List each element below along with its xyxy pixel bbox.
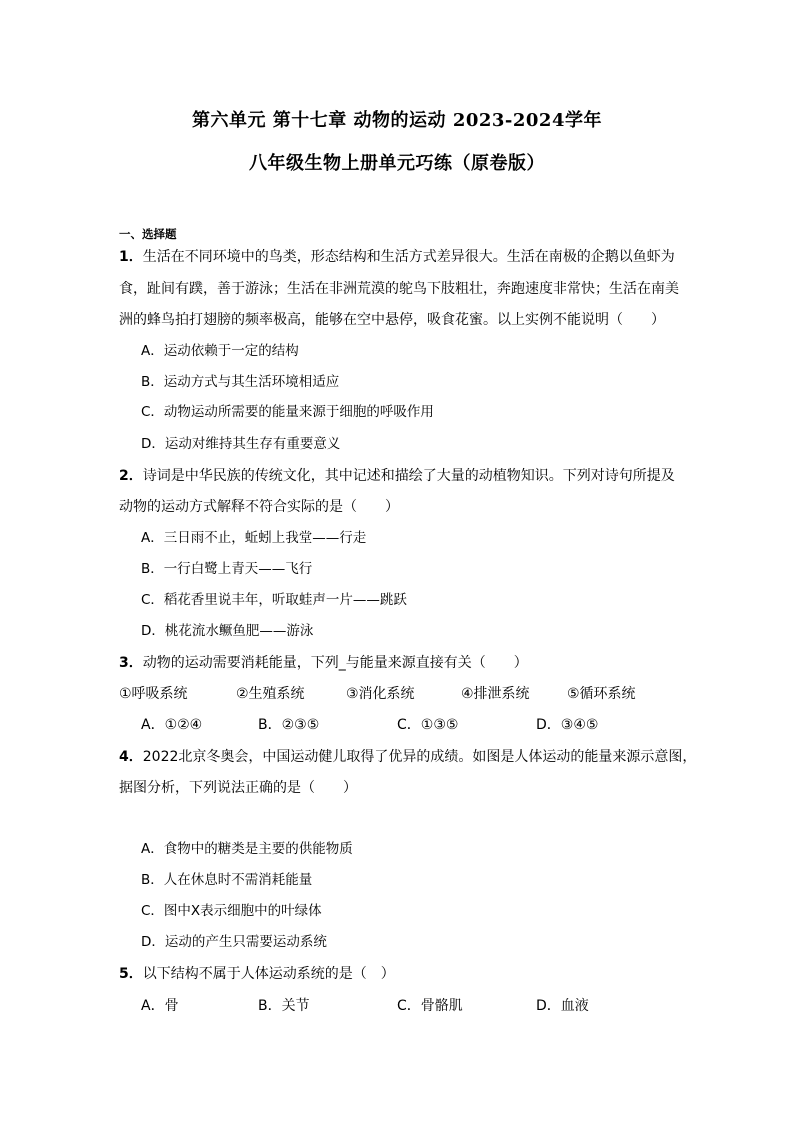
q1-line-1 <box>119 250 675 264</box>
q4-number: 4． <box>119 749 143 765</box>
q2-option-d: D．桃花流水鳜鱼肥——游泳 <box>141 623 314 639</box>
q4-option-d: D．运动的产生只需要运动系统 <box>141 934 327 950</box>
q2-line-1 <box>119 469 675 483</box>
q2-line-2: 动物的运动方式解释不符合实际的是（ ） <box>119 499 399 515</box>
q5-option-b: B．关节 <box>258 998 310 1014</box>
q3-system-2: ②生殖系统 <box>236 686 305 702</box>
section-heading: 一、选择题 <box>119 227 177 241</box>
q5-option-a: A．骨 <box>141 998 179 1014</box>
q5-number: 5． <box>119 966 143 982</box>
q5-text: 以下结构不属于人体运动系统的是（ ） <box>142 966 395 982</box>
q3-system-5: ⑤循环系统 <box>567 686 636 702</box>
q1-text-1: 生活在不同环境中的鸟类，形态结构和生活方式差异很大。生活在南极的企鹅以鱼虾为 <box>142 249 675 265</box>
q4-option-c: C．图中X表示细胞中的叶绿体 <box>141 903 322 919</box>
q3-option-d: D．③④⑤ <box>536 717 599 733</box>
q1-option-b: B．运动方式与其生活环境相适应 <box>141 374 340 390</box>
q3-option-b: B．②③⑤ <box>258 717 320 733</box>
q1-number: 1． <box>119 249 143 265</box>
q3-option-c: C．①③⑤ <box>397 717 459 733</box>
q4-line-1 <box>119 750 696 764</box>
q3-system-1: ①呼吸系统 <box>119 686 188 702</box>
q2-number: 2． <box>119 468 143 484</box>
q4-option-a: A．食物中的糖类是主要的供能物质 <box>141 841 353 857</box>
q1-option-c: C．动物运动所需要的能量来源于细胞的呼吸作用 <box>141 404 434 420</box>
q1-line-2: 食，趾间有蹼，善于游泳；生活在非洲荒漠的鸵鸟下肢粗壮，奔跑速度非常快；生活在南美 <box>119 281 679 297</box>
q3-line-1 <box>119 656 528 670</box>
q4-line-2: 据图分析，下列说法正确的是（ ） <box>119 780 357 796</box>
q2-text-1: 诗词是中华民族的传统文化，其中记述和描绘了大量的动植物知识。下列对诗句所提及 <box>142 468 675 484</box>
q5-option-c: C．骨骼肌 <box>397 998 463 1014</box>
q1-option-a: A．运动依赖于一定的结构 <box>141 343 299 359</box>
q3-system-4: ④排泄系统 <box>461 686 530 702</box>
q2-option-a: A．三日雨不止，蚯蚓上我堂——行走 <box>141 530 367 546</box>
q2-option-b: B．一行白鹭上青天——飞行 <box>141 561 313 577</box>
q5-option-d: D．血液 <box>536 998 589 1014</box>
q3-option-a: A．①②④ <box>141 717 203 733</box>
q2-option-c: C．稻花香里说丰年，听取蛙声一片——跳跃 <box>141 592 407 608</box>
document-title-line2: 八年级生物上册单元巧练（原卷版） <box>249 153 545 174</box>
q1-line-3: 洲的蜂鸟拍打翅膀的频率极高，能够在空中悬停，吸食花蜜。以上实例不能说明（ ） <box>119 312 665 328</box>
q3-system-3: ③消化系统 <box>346 686 415 702</box>
q5-line-1 <box>119 967 395 981</box>
q4-option-b: B．人在休息时不需消耗能量 <box>141 872 313 888</box>
document-title-line1: 第六单元 第十七章 动物的运动 2023-2024学年 <box>192 110 602 131</box>
q3-text: 动物的运动需要消耗能量，下列_与能量来源直接有关（ ） <box>142 655 528 671</box>
q1-option-d: D．运动对维持其生存有重要意义 <box>141 436 341 452</box>
q3-number: 3． <box>119 655 143 671</box>
q4-text-1: 2022北京冬奥会，中国运动健儿取得了优异的成绩。如图是人体运动的能量来源示意图， <box>142 749 697 765</box>
